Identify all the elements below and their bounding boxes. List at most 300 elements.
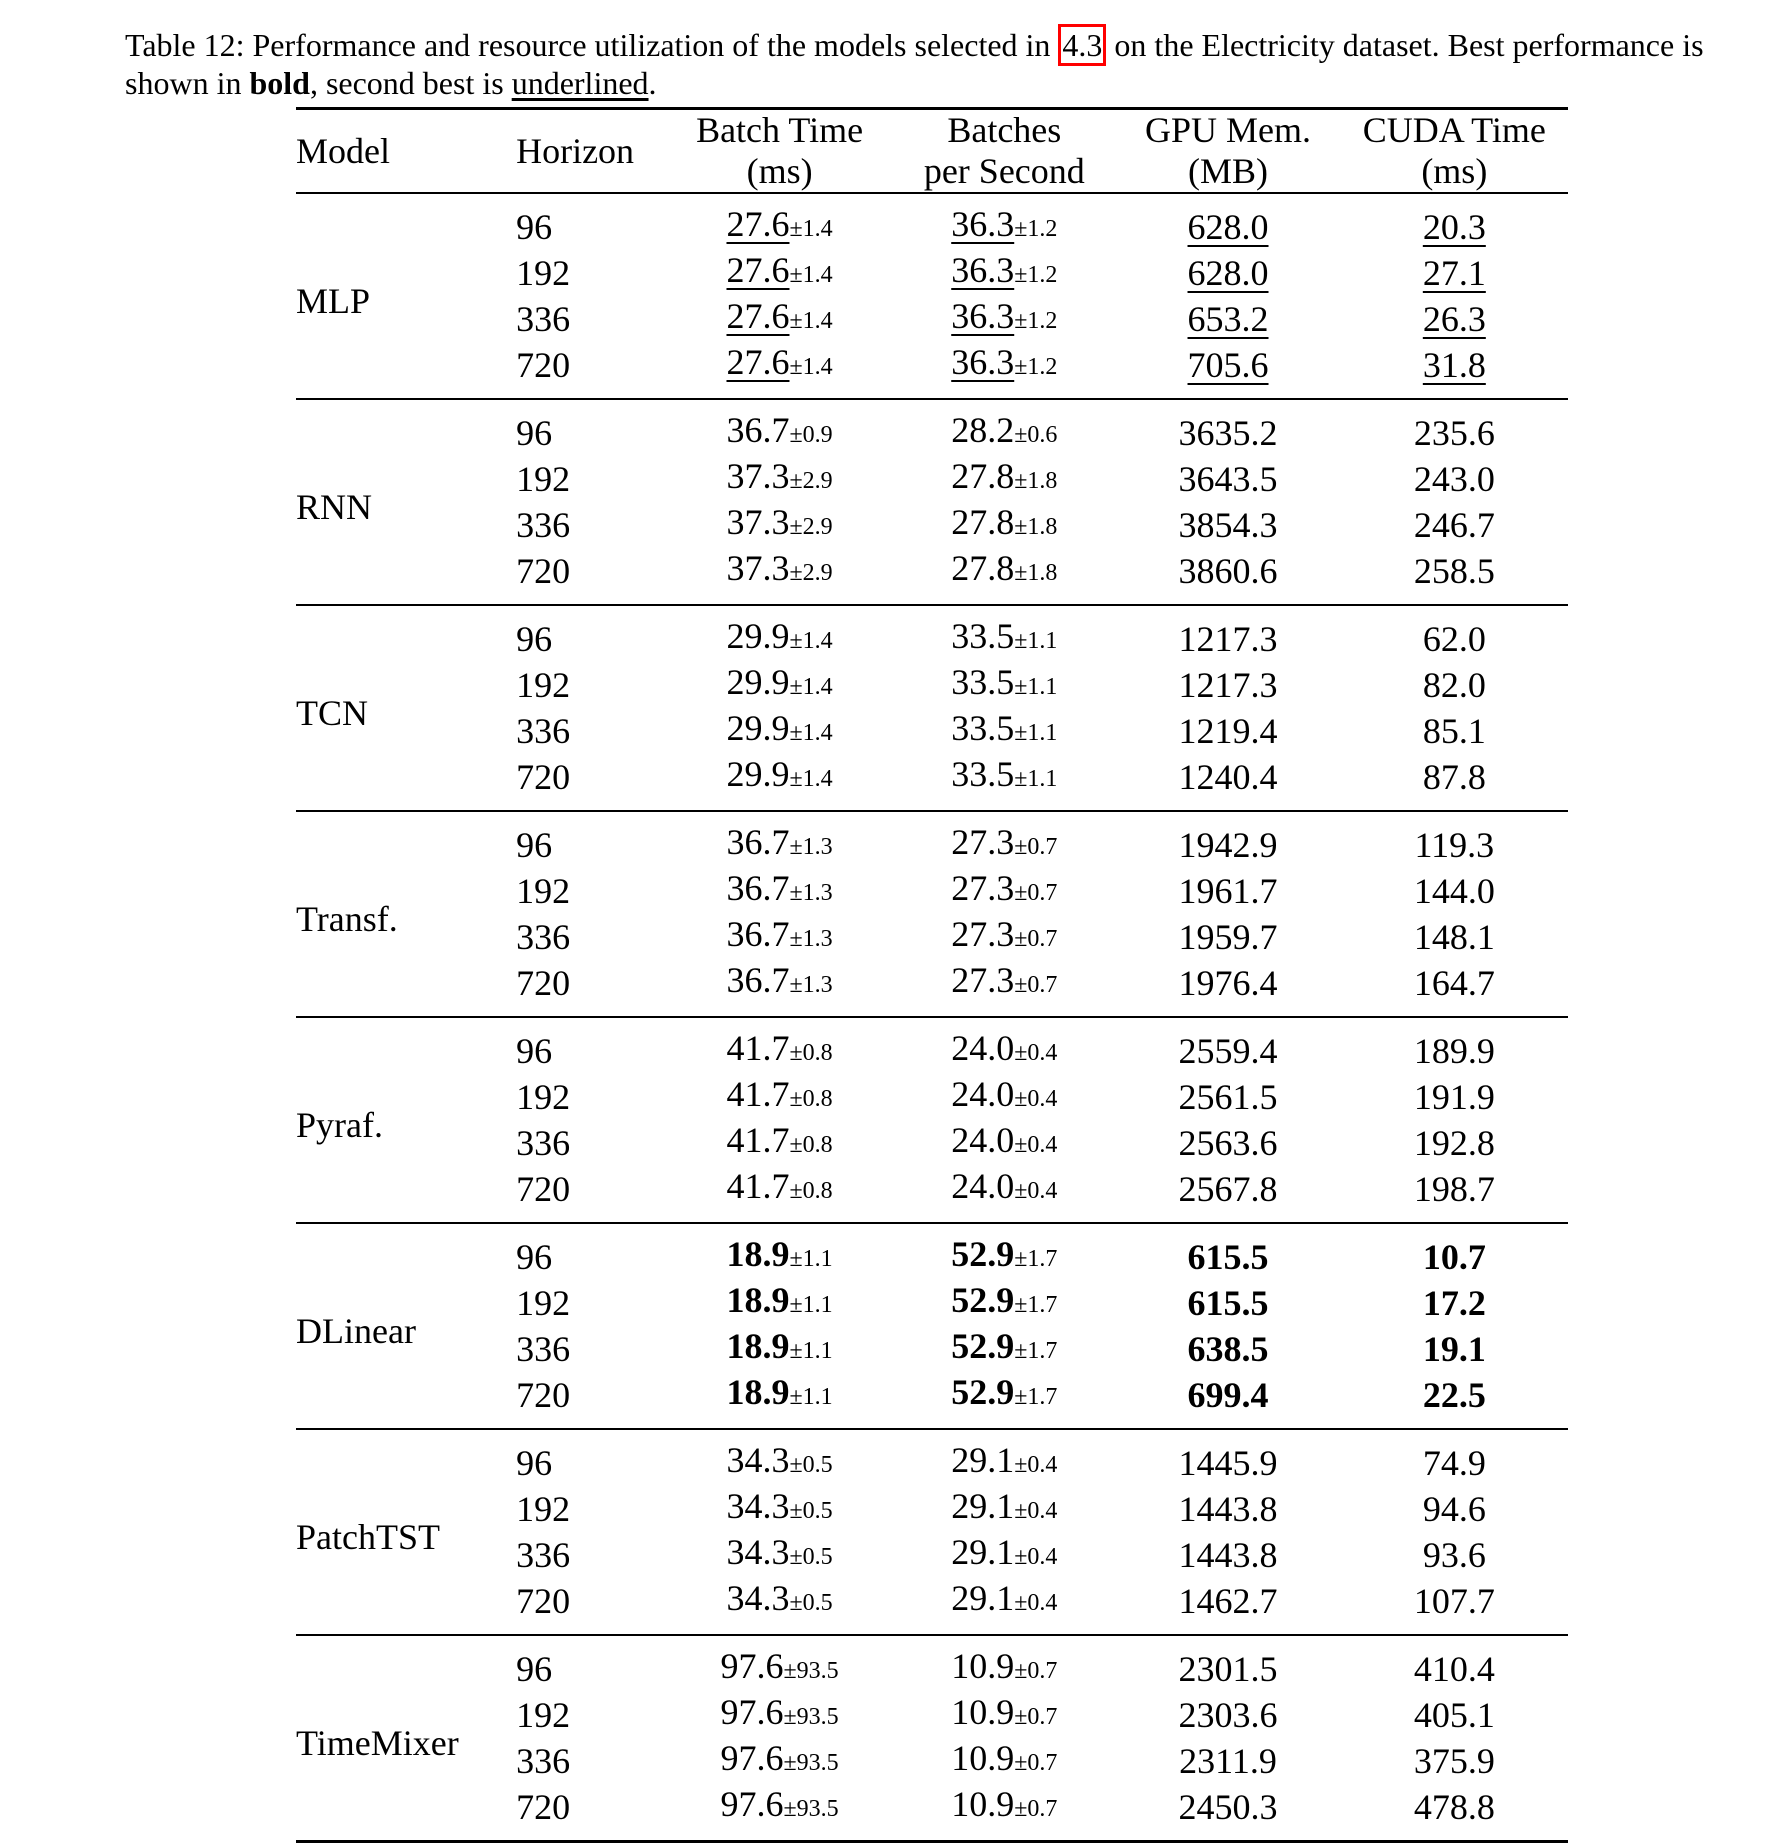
batches-per-second-cell [893, 1223, 1115, 1280]
header-cuda-line1: CUDA Time [1362, 110, 1546, 150]
horizon-cell: 720 [516, 1374, 571, 1415]
gpu-mem-cell-value: 1976.4 [1178, 962, 1278, 1003]
table-row [296, 1223, 1568, 1280]
gpu-mem-cell-value: 638.5 [1187, 1328, 1269, 1369]
gpu-mem-cell [1115, 960, 1340, 1017]
batches-per-second-cell-value: 24.0 [951, 1074, 1015, 1114]
gpu-mem-cell-value: 2311.9 [1179, 1740, 1277, 1781]
gpu-mem-cell [1115, 1635, 1340, 1692]
batches-per-second-cell-std: ±1.2 [1014, 216, 1058, 242]
cuda-time-cell [1341, 1784, 1568, 1842]
batch-time-cell [666, 1635, 893, 1692]
horizon-cell: 96 [516, 1648, 553, 1689]
batch-time-cell-value: 18.9 [726, 1280, 790, 1320]
batches-per-second-cell [893, 1280, 1115, 1326]
cuda-time-cell [1341, 662, 1568, 708]
cuda-time-cell-value: 198.7 [1413, 1168, 1495, 1209]
header-gpu-line2: (MB) [1188, 151, 1269, 191]
cuda-time-cell-value: 243.0 [1413, 458, 1495, 499]
gpu-mem-cell [1115, 250, 1340, 296]
batch-time-cell-std: ±0.5 [789, 1590, 833, 1616]
batches-per-second-cell-std: ±0.7 [1014, 1750, 1058, 1776]
batches-per-second-cell-std: ±1.8 [1014, 468, 1058, 494]
batches-per-second-cell-value: 52.9 [951, 1280, 1015, 1320]
batch-time-cell-value: 97.6 [720, 1738, 784, 1778]
horizon-cell: 336 [516, 1328, 571, 1369]
batch-time-cell [666, 1280, 893, 1326]
horizon-cell: 720 [516, 1580, 571, 1621]
batch-time-cell [666, 1429, 893, 1486]
horizon-cell: 96 [516, 1236, 553, 1277]
batches-per-second-cell-std: ±0.4 [1014, 1452, 1058, 1478]
batches-per-second-cell-std: ±1.7 [1014, 1384, 1058, 1410]
batches-per-second-cell-value: 27.8 [951, 502, 1015, 542]
table-caption [125, 26, 1745, 102]
cuda-time-cell-value: 20.3 [1422, 206, 1486, 247]
gpu-mem-cell-value: 699.4 [1187, 1374, 1269, 1415]
batches-per-second-cell-std: ±1.7 [1014, 1246, 1058, 1272]
header-batch-time-line2: (ms) [746, 151, 813, 191]
batches-per-second-cell-value: 36.3 [951, 204, 1015, 244]
horizon-cell: 720 [516, 1168, 571, 1209]
cuda-time-cell [1341, 250, 1568, 296]
batch-time-cell [666, 342, 893, 399]
horizon-cell: 336 [516, 1122, 571, 1163]
batches-per-second-cell [893, 502, 1115, 548]
batches-per-second-cell-value: 24.0 [951, 1166, 1015, 1206]
batches-per-second-cell-std: ±0.4 [1014, 1178, 1058, 1204]
cuda-time-cell-value: 22.5 [1422, 1374, 1486, 1415]
gpu-mem-cell [1115, 1017, 1340, 1074]
gpu-mem-cell-value: 1445.9 [1178, 1442, 1278, 1483]
horizon-cell: 720 [516, 344, 571, 385]
caption-prefix: Table 12: Performance and resource utilization of the models selected in [125, 27, 1059, 63]
cuda-time-cell [1341, 1223, 1568, 1280]
batches-per-second-cell-std: ±1.7 [1014, 1292, 1058, 1318]
table-row [296, 399, 1568, 456]
batch-time-cell [666, 1738, 893, 1784]
batch-time-cell-value: 37.3 [726, 548, 790, 588]
cuda-time-cell [1341, 1635, 1568, 1692]
batches-per-second-cell [893, 548, 1115, 605]
batch-time-cell-std: ±1.1 [789, 1338, 833, 1364]
cuda-time-cell-value: 26.3 [1422, 298, 1486, 339]
batches-per-second-cell [893, 1074, 1115, 1120]
batch-time-cell-value: 29.9 [726, 662, 790, 702]
gpu-mem-cell [1115, 868, 1340, 914]
batch-time-cell [666, 1326, 893, 1372]
batch-time-cell-std: ±93.5 [783, 1750, 839, 1776]
cuda-time-cell-value: 192.8 [1413, 1122, 1495, 1163]
horizon-cell: 192 [516, 1488, 571, 1529]
cuda-time-cell [1341, 296, 1568, 342]
batch-time-cell [666, 1532, 893, 1578]
gpu-mem-cell [1115, 1074, 1340, 1120]
batches-per-second-cell [893, 1120, 1115, 1166]
batches-per-second-cell-std: ±0.4 [1014, 1590, 1058, 1616]
batch-time-cell-value: 29.9 [726, 616, 790, 656]
gpu-mem-cell-value: 1959.7 [1178, 916, 1278, 957]
batch-time-cell [666, 456, 893, 502]
batches-per-second-cell-std: ±1.8 [1014, 560, 1058, 586]
batches-per-second-cell [893, 399, 1115, 456]
batches-per-second-cell-std: ±0.7 [1014, 1704, 1058, 1730]
header-batches-line2: per Second [923, 151, 1085, 191]
batch-time-cell-value: 41.7 [726, 1074, 790, 1114]
batches-per-second-cell-value: 33.5 [951, 708, 1015, 748]
batches-per-second-cell-value: 33.5 [951, 754, 1015, 794]
gpu-mem-cell-value: 1217.3 [1178, 664, 1278, 705]
gpu-mem-cell-value: 1961.7 [1178, 870, 1278, 911]
gpu-mem-cell [1115, 399, 1340, 456]
cuda-time-cell [1341, 914, 1568, 960]
cuda-time-cell [1341, 1692, 1568, 1738]
model-group [296, 399, 1568, 605]
cuda-time-cell [1341, 1532, 1568, 1578]
horizon-cell: 96 [516, 412, 553, 453]
batches-per-second-cell [893, 1372, 1115, 1429]
gpu-mem-cell-value: 1942.9 [1178, 824, 1278, 865]
batches-per-second-cell-value: 27.8 [951, 548, 1015, 588]
batch-time-cell [666, 605, 893, 662]
horizon-cell: 96 [516, 824, 553, 865]
horizon-cell: 192 [516, 870, 571, 911]
cuda-time-cell-value: 19.1 [1422, 1328, 1486, 1369]
batch-time-cell [666, 1166, 893, 1223]
batches-per-second-cell [893, 456, 1115, 502]
header-horizon: Horizon [516, 109, 666, 194]
batches-per-second-cell [893, 1166, 1115, 1223]
gpu-mem-cell [1115, 548, 1340, 605]
batches-per-second-cell [893, 960, 1115, 1017]
batch-time-cell-std: ±2.9 [789, 514, 833, 540]
cuda-time-cell [1341, 502, 1568, 548]
cuda-time-cell [1341, 1120, 1568, 1166]
batches-per-second-cell-value: 33.5 [951, 616, 1015, 656]
batch-time-cell [666, 1692, 893, 1738]
batch-time-cell-std: ±1.3 [789, 972, 833, 998]
header-gpu-mem [1115, 109, 1340, 194]
batch-time-cell [666, 754, 893, 811]
batch-time-cell-std: ±2.9 [789, 560, 833, 586]
gpu-mem-cell-value: 1462.7 [1178, 1580, 1278, 1621]
cuda-time-cell [1341, 960, 1568, 1017]
horizon-cell: 192 [516, 664, 571, 705]
horizon-cell: 720 [516, 550, 571, 591]
header-cuda-time [1341, 109, 1568, 194]
batches-per-second-cell-value: 29.1 [951, 1486, 1015, 1526]
cuda-time-cell-value: 478.8 [1413, 1786, 1495, 1827]
model-name: MLP [296, 280, 371, 321]
gpu-mem-cell-value: 1240.4 [1178, 756, 1278, 797]
model-group [296, 1017, 1568, 1223]
cuda-time-cell [1341, 1578, 1568, 1635]
batch-time-cell-std: ±0.5 [789, 1498, 833, 1524]
batch-time-cell [666, 662, 893, 708]
cuda-time-cell-value: 189.9 [1413, 1030, 1495, 1071]
batches-per-second-cell-value: 29.1 [951, 1578, 1015, 1618]
header-model: Model [296, 109, 516, 194]
cuda-time-cell [1341, 193, 1568, 250]
model-name: Transf. [296, 898, 398, 939]
cuda-time-cell-value: 405.1 [1413, 1694, 1495, 1735]
model-name: TimeMixer [296, 1722, 459, 1763]
batch-time-cell-std: ±1.1 [789, 1384, 833, 1410]
cuda-time-cell-value: 246.7 [1413, 504, 1495, 545]
batch-time-cell [666, 914, 893, 960]
batch-time-cell [666, 1784, 893, 1842]
batches-per-second-cell-value: 27.3 [951, 914, 1015, 954]
cuda-time-cell-value: 62.0 [1422, 618, 1486, 659]
gpu-mem-cell-value: 3643.5 [1178, 458, 1278, 499]
cuda-time-cell-value: 144.0 [1413, 870, 1495, 911]
gpu-mem-cell-value: 3635.2 [1178, 412, 1278, 453]
batch-time-cell-value: 41.7 [726, 1166, 790, 1206]
horizon-cell: 336 [516, 1740, 571, 1781]
caption-middle: on the Electricity dataset. Best performance is shown in [125, 27, 1704, 101]
gpu-mem-cell [1115, 708, 1340, 754]
horizon-cell: 96 [516, 206, 553, 247]
caption-end: . [648, 65, 657, 101]
batches-per-second-cell-value: 52.9 [951, 1326, 1015, 1366]
batch-time-cell-value: 97.6 [720, 1784, 784, 1824]
batch-time-cell-value: 18.9 [726, 1372, 790, 1412]
cuda-time-cell [1341, 1738, 1568, 1784]
gpu-mem-cell-value: 2559.4 [1178, 1030, 1278, 1071]
batches-per-second-cell-std: ±1.1 [1014, 674, 1058, 700]
cuda-time-cell [1341, 1486, 1568, 1532]
batches-per-second-cell-std: ±0.4 [1014, 1086, 1058, 1112]
cuda-time-cell [1341, 1372, 1568, 1429]
gpu-mem-cell-value: 615.5 [1187, 1282, 1269, 1323]
batch-time-cell-value: 36.7 [726, 822, 790, 862]
section-ref-link[interactable]: 4.3 [1058, 24, 1106, 66]
horizon-cell: 720 [516, 1786, 571, 1827]
gpu-mem-cell [1115, 914, 1340, 960]
model-name: TCN [296, 692, 368, 733]
cuda-time-cell [1341, 399, 1568, 456]
batch-time-cell [666, 1578, 893, 1635]
cuda-time-cell [1341, 1326, 1568, 1372]
batch-time-cell [666, 960, 893, 1017]
batches-per-second-cell [893, 193, 1115, 250]
batch-time-cell-value: 18.9 [726, 1326, 790, 1366]
batches-per-second-cell-value: 36.3 [951, 250, 1015, 290]
batches-per-second-cell-value: 24.0 [951, 1120, 1015, 1160]
cuda-time-cell-value: 17.2 [1422, 1282, 1486, 1323]
batch-time-cell-std: ±0.8 [789, 1086, 833, 1112]
batches-per-second-cell-value: 52.9 [951, 1372, 1015, 1412]
model-name: Pyraf. [296, 1104, 383, 1145]
cuda-time-cell [1341, 456, 1568, 502]
batch-time-cell-std: ±1.4 [789, 262, 833, 288]
gpu-mem-cell-value: 2301.5 [1178, 1648, 1278, 1689]
batches-per-second-cell-std: ±0.7 [1014, 926, 1058, 952]
cuda-time-cell-value: 235.6 [1413, 412, 1495, 453]
batches-per-second-cell [893, 1692, 1115, 1738]
batch-time-cell [666, 1120, 893, 1166]
batch-time-cell-value: 27.6 [726, 204, 790, 244]
cuda-time-cell [1341, 868, 1568, 914]
batches-per-second-cell [893, 250, 1115, 296]
batch-time-cell [666, 868, 893, 914]
batch-time-cell-std: ±1.1 [789, 1292, 833, 1318]
model-name: PatchTST [296, 1516, 440, 1557]
batch-time-cell-value: 18.9 [726, 1234, 790, 1274]
batches-per-second-cell-value: 27.3 [951, 822, 1015, 862]
table-row [296, 605, 1568, 662]
batches-per-second-cell-std: ±0.4 [1014, 1132, 1058, 1158]
batches-per-second-cell-std: ±1.1 [1014, 766, 1058, 792]
batches-per-second-cell [893, 708, 1115, 754]
gpu-mem-cell-value: 2567.8 [1178, 1168, 1278, 1209]
gpu-mem-cell [1115, 1738, 1340, 1784]
header-batches-per-second [893, 109, 1115, 194]
gpu-mem-cell-value: 653.2 [1187, 298, 1269, 339]
gpu-mem-cell-value: 2563.6 [1178, 1122, 1278, 1163]
cuda-time-cell-value: 94.6 [1422, 1488, 1486, 1529]
cuda-time-cell [1341, 1280, 1568, 1326]
batch-time-cell-std: ±93.5 [783, 1796, 839, 1822]
batch-time-cell-std: ±1.4 [789, 628, 833, 654]
batches-per-second-cell-std: ±1.1 [1014, 720, 1058, 746]
batches-per-second-cell [893, 1578, 1115, 1635]
gpu-mem-cell [1115, 1429, 1340, 1486]
cuda-time-cell-value: 27.1 [1422, 252, 1486, 293]
batch-time-cell-value: 97.6 [720, 1646, 784, 1686]
batches-per-second-cell-std: ±0.7 [1014, 972, 1058, 998]
batch-time-cell-value: 29.9 [726, 754, 790, 794]
model-group [296, 1223, 1568, 1429]
batch-time-cell-value: 34.3 [726, 1532, 790, 1572]
header-batches-line1: Batches [947, 110, 1062, 150]
cuda-time-cell-value: 31.8 [1422, 344, 1486, 385]
batch-time-cell-value: 34.3 [726, 1486, 790, 1526]
gpu-mem-cell-value: 628.0 [1187, 252, 1269, 293]
gpu-mem-cell [1115, 662, 1340, 708]
gpu-mem-cell [1115, 1223, 1340, 1280]
batches-per-second-cell [893, 1532, 1115, 1578]
cuda-time-cell [1341, 605, 1568, 662]
batch-time-cell-std: ±0.5 [789, 1544, 833, 1570]
batch-time-cell-std: ±1.4 [789, 354, 833, 380]
batch-time-cell-std: ±1.4 [789, 720, 833, 746]
batches-per-second-cell-value: 10.9 [951, 1784, 1015, 1824]
batch-time-cell-std: ±0.9 [789, 422, 833, 448]
batches-per-second-cell [893, 1784, 1115, 1842]
cuda-time-cell-value: 87.8 [1422, 756, 1486, 797]
cuda-time-cell [1341, 342, 1568, 399]
batches-per-second-cell [893, 1429, 1115, 1486]
batch-time-cell-std: ±1.3 [789, 834, 833, 860]
gpu-mem-cell [1115, 1486, 1340, 1532]
batch-time-cell-value: 29.9 [726, 708, 790, 748]
batches-per-second-cell-std: ±0.6 [1014, 422, 1058, 448]
batches-per-second-cell-value: 27.3 [951, 960, 1015, 1000]
batches-per-second-cell-std: ±0.4 [1014, 1498, 1058, 1524]
gpu-mem-cell-value: 3854.3 [1178, 504, 1278, 545]
batch-time-cell [666, 1372, 893, 1429]
cuda-time-cell [1341, 1074, 1568, 1120]
batches-per-second-cell-value: 10.9 [951, 1738, 1015, 1778]
batches-per-second-cell [893, 1017, 1115, 1074]
batches-per-second-cell [893, 868, 1115, 914]
horizon-cell: 336 [516, 1534, 571, 1575]
cuda-time-cell [1341, 1429, 1568, 1486]
cuda-time-cell-value: 191.9 [1413, 1076, 1495, 1117]
cuda-time-cell-value: 375.9 [1413, 1740, 1495, 1781]
gpu-mem-cell-value: 2303.6 [1178, 1694, 1278, 1735]
header-gpu-line1: GPU Mem. [1145, 110, 1312, 150]
batches-per-second-cell [893, 811, 1115, 868]
gpu-mem-cell [1115, 193, 1340, 250]
gpu-mem-cell [1115, 1166, 1340, 1223]
horizon-cell: 720 [516, 962, 571, 1003]
gpu-mem-cell [1115, 1372, 1340, 1429]
batch-time-cell-value: 36.7 [726, 868, 790, 908]
batch-time-cell-value: 37.3 [726, 456, 790, 496]
batch-time-cell-std: ±1.4 [789, 766, 833, 792]
batches-per-second-cell-value: 36.3 [951, 296, 1015, 336]
gpu-mem-cell [1115, 296, 1340, 342]
cuda-time-cell-value: 107.7 [1413, 1580, 1495, 1621]
batch-time-cell [666, 296, 893, 342]
batches-per-second-cell-value: 10.9 [951, 1646, 1015, 1686]
batches-per-second-cell-value: 52.9 [951, 1234, 1015, 1274]
cuda-time-cell-value: 85.1 [1422, 710, 1486, 751]
gpu-mem-cell [1115, 502, 1340, 548]
gpu-mem-cell-value: 628.0 [1187, 206, 1269, 247]
batches-per-second-cell-value: 29.1 [951, 1532, 1015, 1572]
horizon-cell: 336 [516, 504, 571, 545]
batch-time-cell [666, 1223, 893, 1280]
gpu-mem-cell-value: 1443.8 [1178, 1488, 1278, 1529]
cuda-time-cell-value: 74.9 [1422, 1442, 1486, 1483]
batch-time-cell-std: ±1.3 [789, 880, 833, 906]
batches-per-second-cell-std: ±1.8 [1014, 514, 1058, 540]
horizon-cell: 192 [516, 1076, 571, 1117]
batch-time-cell [666, 193, 893, 250]
batches-per-second-cell-value: 36.3 [951, 342, 1015, 382]
horizon-cell: 96 [516, 618, 553, 659]
horizon-cell: 192 [516, 1282, 571, 1323]
model-group [296, 1635, 1568, 1842]
caption-underlined-word: underlined [511, 65, 649, 101]
cuda-time-cell-value: 10.7 [1422, 1236, 1486, 1277]
gpu-mem-cell [1115, 1784, 1340, 1842]
table-row [296, 1017, 1568, 1074]
batch-time-cell [666, 708, 893, 754]
results-table [296, 107, 1568, 1843]
batch-time-cell [666, 399, 893, 456]
model-group [296, 1429, 1568, 1635]
cuda-time-cell [1341, 754, 1568, 811]
cuda-time-cell [1341, 708, 1568, 754]
gpu-mem-cell [1115, 811, 1340, 868]
table-row [296, 1635, 1568, 1692]
batch-time-cell-std: ±1.1 [789, 1246, 833, 1272]
batch-time-cell-std: ±2.9 [789, 468, 833, 494]
batch-time-cell [666, 502, 893, 548]
cuda-time-cell-value: 148.1 [1413, 916, 1495, 957]
batches-per-second-cell [893, 914, 1115, 960]
caption-bold-word: bold [249, 65, 310, 101]
gpu-mem-cell [1115, 1326, 1340, 1372]
batches-per-second-cell [893, 342, 1115, 399]
batches-per-second-cell [893, 1326, 1115, 1372]
gpu-mem-cell-value: 615.5 [1187, 1236, 1269, 1277]
batches-per-second-cell [893, 605, 1115, 662]
